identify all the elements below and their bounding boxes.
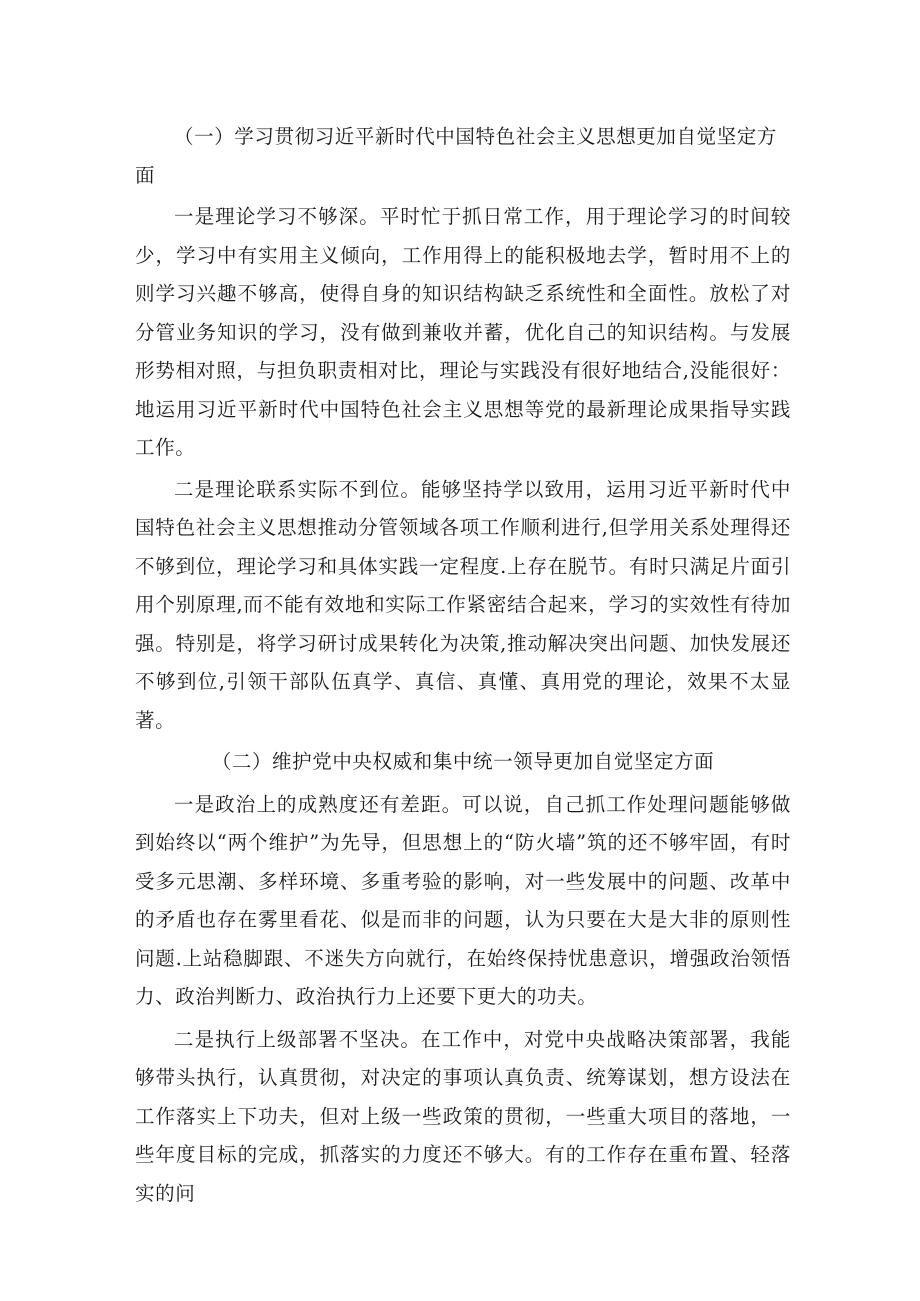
section-2-paragraph-1: 一是政治上的成熟度还有差距。可以说，自己抓工作处理问题能够做到始终以“两个维护”为先导，但思想上的“防火墙”筑的还不够牢固，有时受多元思潮、多样环境、多重考验的影响，对一些发展中的问题、改革中的矛盾也存在雾里看花、似是而非的问题，认为只要在大是大非的原则性问题.上站稳脚跟、不迷失方向就行，在始终保持忧患意识，增强政治领悟力、政治判断力、政治执行力上还要下更大的功夫。 bbox=[135, 792, 791, 1008]
section-1-paragraph-1: 一是理论学习不够深。平时忙于抓日常工作，用于理论学习的时间较少，学习中有实用主义倾向，工作用得上的能积极地去学，暂时用不上的则学习兴趣不够高，使得自身的知识结构缺乏系统性和全面性。放松了对分管业务知识的学习，没有做到兼收并蓄，优化自己的知识结构。与发展形势相对照，与担负职责相对比，理论与实践没有很好地结合,没能很好：地运用习近平新时代中国特色社会主义思想等党的最新理论成果指导实践工作。 bbox=[135, 205, 791, 459]
section-2-paragraph-2: 二是执行上级部署不坚决。在工作中，对党中央战略决策部署，我能够带头执行，认真贯彻，对决定的事项认真负责、统筹谋划，想方设法在工作落实上下功夫，但对上级一些政策的贯彻，一些重大项目的落地，一些年度目标的完成，抓落实的力度还不够大。有的工作存在重布置、轻落实的问 bbox=[135, 1027, 791, 1205]
document-body bbox=[135, 118, 791, 1213]
section-1-paragraph-2: 二是理论联系实际不到位。能够坚持学以致用，运用习近平新时代中国特色社会主义思想推动分管领域各项工作顺利进行,但学用关系处理得还不够到位，理论学习和具体实践一定程度.上存在脱节。有时只满足片面引用个别原理,而不能有效地和实际工作紧密结合起来，学习的实效性有待加强。特别是，将学习研讨成果转化为决策,推动解决突出问题、加快发展还不够到位,引领干部队伍真学、真信、真懂、真用党的理论，效果不太显著。 bbox=[135, 477, 791, 732]
section-2-heading: （二）维护党中央权威和集中统一领导更加自觉坚定方面 bbox=[211, 750, 715, 773]
section-1-heading: （一）学习贯彻习近平新时代中国特色社会主义思想更加自觉坚定方面 bbox=[135, 125, 778, 187]
